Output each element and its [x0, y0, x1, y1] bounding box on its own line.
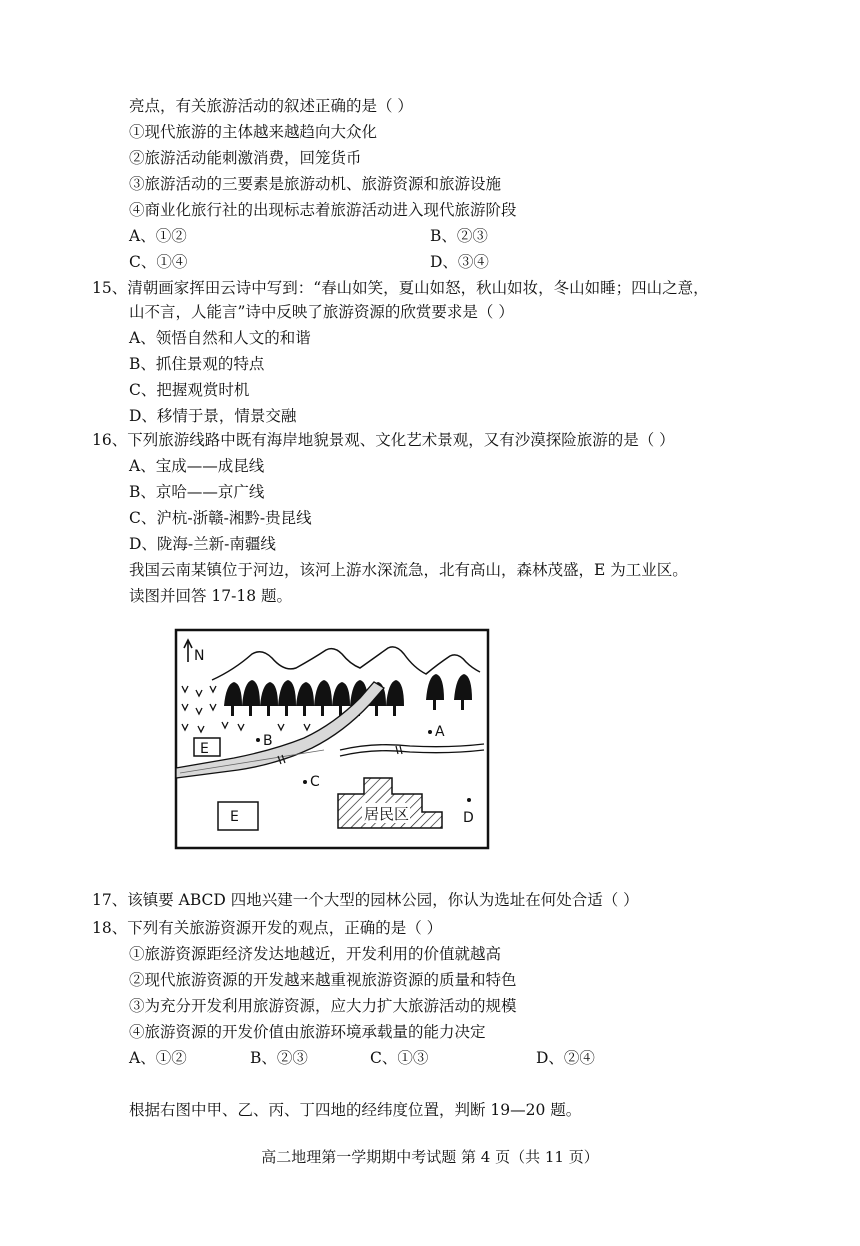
q15-option-b: B、抓住景观的特点: [129, 355, 265, 373]
point-b-marker: [256, 738, 260, 742]
q15-stem-line2: 山不言，人能言”诗中反映了旅游资源的欣赏要求是（ ）: [129, 303, 514, 321]
q14-option-b: B、②③: [430, 227, 488, 245]
point-c-marker: [303, 780, 307, 784]
q15-option-d: D、移情于景，情景交融: [129, 407, 297, 425]
q18-item-4: ④旅游资源的开发价值由旅游环境承载量的能力决定: [129, 1023, 486, 1041]
q14-item-1: ①现代旅游的主体越来越趋向大众化: [129, 123, 378, 141]
q15-option-c: C、把握观赏时机: [129, 381, 250, 399]
q18-stem: 18、下列有关旅游资源开发的观点，正确的是（ ）: [92, 919, 443, 937]
point-a-marker: [428, 730, 432, 734]
q16-option-a: A、宝成——成昆线: [129, 457, 265, 475]
point-a-label: A: [435, 724, 445, 740]
town-map-figure: [174, 628, 490, 850]
north-label: N: [194, 648, 205, 664]
q18-item-3: ③为充分开发利用旅游资源，应大力扩大旅游活动的规模: [129, 997, 517, 1015]
point-d-label: D: [463, 810, 474, 826]
q14-item-3: ③旅游活动的三要素是旅游动机、旅游资源和旅游设施: [129, 175, 502, 193]
q16-option-c: C、沪杭-浙赣-湘黔-贵昆线: [129, 509, 312, 527]
q16-stem: 16、下列旅游线路中既有海岸地貌景观、文化艺术景观，又有沙漠探险旅游的是（ ）: [92, 431, 675, 449]
q14-stem: 亮点，有关旅游活动的叙述正确的是（ ）: [129, 97, 413, 115]
q18-option-c: C、①③: [370, 1049, 429, 1067]
q14-option-d: D、③④: [430, 253, 489, 271]
map-intro-line1: 我国云南某镇位于河边，该河上游水深流急，北有高山，森林茂盛，E 为工业区。: [129, 561, 688, 579]
q18-option-a: A、①②: [129, 1049, 187, 1067]
q17-stem: 17、该镇要 ABCD 四地兴建一个大型的园林公园，你认为选址在何处合适（ ）: [92, 891, 639, 909]
industrial-zone-label: E: [230, 809, 239, 825]
q14-option-c: C、①④: [129, 253, 188, 271]
q14-item-4: ④商业化旅行社的出现标志着旅游活动进入现代旅游阶段: [129, 201, 517, 219]
q15-option-a: A、领悟自然和人文的和谐: [129, 329, 311, 347]
point-c-label: C: [310, 774, 320, 790]
industrial-zone-label: E: [200, 741, 209, 757]
map-intro-line2: 读图并回答 17-18 题。: [129, 587, 293, 605]
residential-area-label: 居民区: [364, 805, 410, 823]
q18-option-d: D、②④: [536, 1049, 595, 1067]
q18-option-b: B、②③: [250, 1049, 308, 1067]
q18-item-2: ②现代旅游资源的开发越来越重视旅游资源的质量和特色: [129, 971, 517, 989]
point-b-label: B: [263, 733, 273, 749]
q15-stem-line1: 15、清朝画家挥田云诗中写到：“春山如笑，夏山如怒，秋山如妆，冬山如睡；四山之意，: [92, 279, 709, 297]
q14-option-a: A、①②: [129, 227, 187, 245]
point-d-marker: [467, 798, 471, 802]
page-footer: 高二地理第一学期期中考试题 第 4 页（共 11 页）: [261, 1148, 599, 1166]
q18-item-1: ①旅游资源距经济发达地越近，开发利用的价值就越高: [129, 945, 502, 963]
q14-item-2: ②旅游活动能刺激消费，回笼货币: [129, 149, 362, 167]
q16-option-b: B、京哈——京广线: [129, 483, 265, 501]
q16-option-d: D、陇海-兰新-南疆线: [129, 535, 276, 553]
q19-intro: 根据右图中甲、乙、丙、丁四地的经纬度位置，判断 19—20 题。: [129, 1101, 582, 1119]
